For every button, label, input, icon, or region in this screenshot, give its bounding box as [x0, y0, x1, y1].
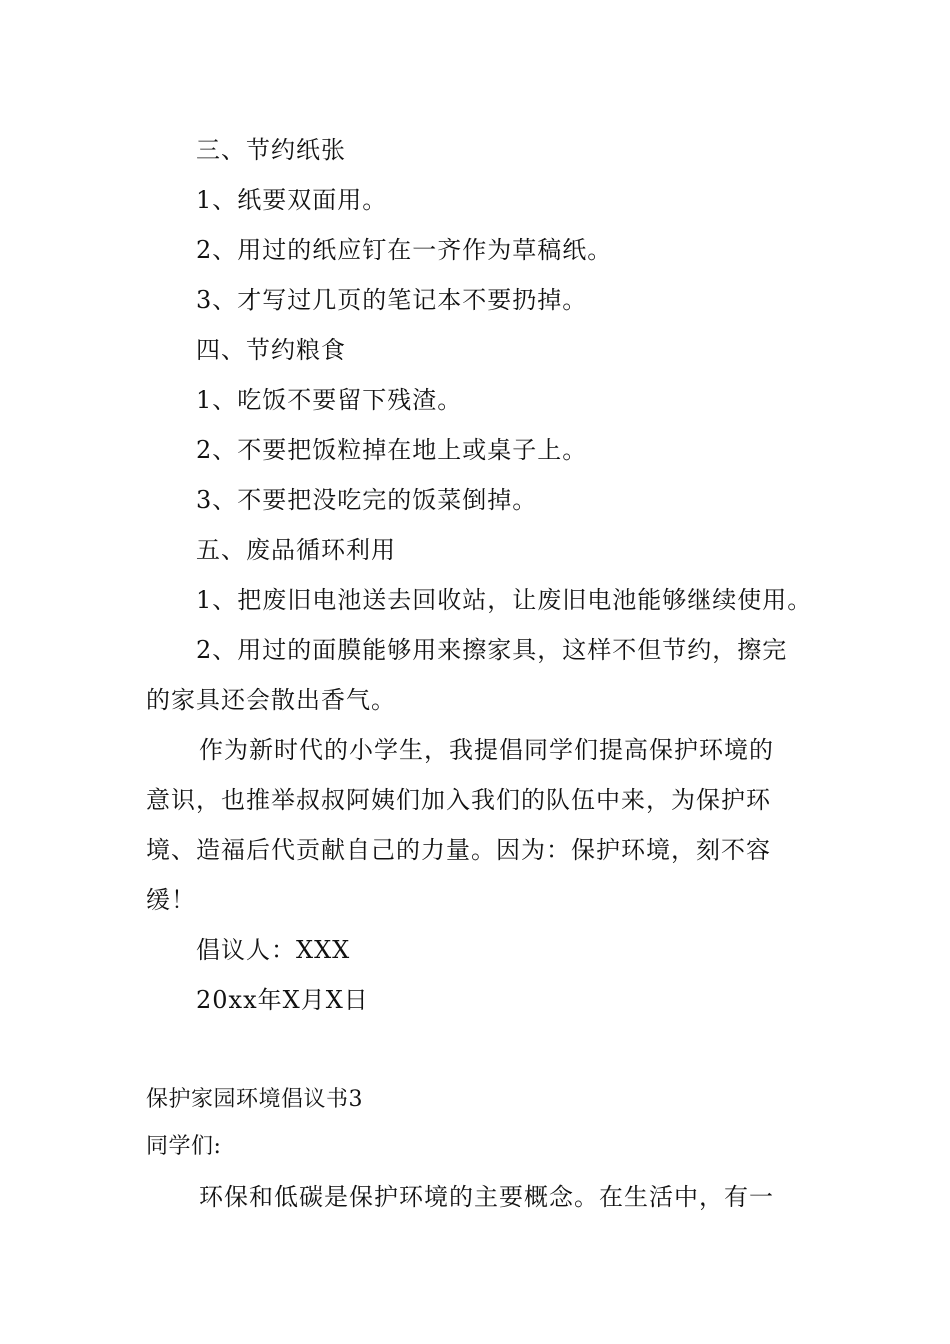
proposer-signature: 倡议人：XXX [196, 936, 351, 964]
letter-body-line: 环保和低碳是保护环境的主要概念。在生活中，有一 [199, 1183, 774, 1211]
closing-paragraph-line: 缓！ [146, 886, 196, 914]
closing-paragraph-line: 作为新时代的小学生，我提倡同学们提高保护环境的 [199, 736, 774, 764]
list-item: 3、才写过几页的笔记本不要扔掉。 [196, 286, 588, 314]
list-item: 1、吃饭不要留下残渣。 [196, 386, 463, 414]
list-item: 2、不要把饭粒掉在地上或桌子上。 [196, 436, 588, 464]
list-item: 2、用过的纸应钉在一齐作为草稿纸。 [196, 236, 613, 264]
letter-title: 保护家园环境倡议书3 [146, 1087, 363, 1112]
list-item-continuation: 的家具还会散出香气。 [146, 686, 396, 714]
section-heading-save-paper: 三、节约纸张 [196, 136, 346, 164]
closing-paragraph-line: 境、造福后代贡献自己的力量。因为：保护环境，刻不容 [146, 836, 771, 864]
closing-paragraph-line: 意识，也推举叔叔阿姨们加入我们的队伍中来，为保护环 [146, 786, 771, 814]
list-item: 3、不要把没吃完的饭菜倒掉。 [196, 486, 538, 514]
section-heading-recycling: 五、废品循环利用 [196, 536, 396, 564]
letter-greeting: 同学们: [146, 1134, 222, 1159]
list-item: 1、纸要双面用。 [196, 186, 388, 214]
list-item: 1、把废旧电池送去回收站，让废旧电池能够继续使用。 [196, 586, 813, 614]
list-item: 2、用过的面膜能够用来擦家具，这样不但节约，擦完 [196, 636, 788, 664]
signature-date: 20xx年X月X日 [196, 986, 369, 1014]
section-heading-save-food: 四、节约粮食 [196, 336, 346, 364]
